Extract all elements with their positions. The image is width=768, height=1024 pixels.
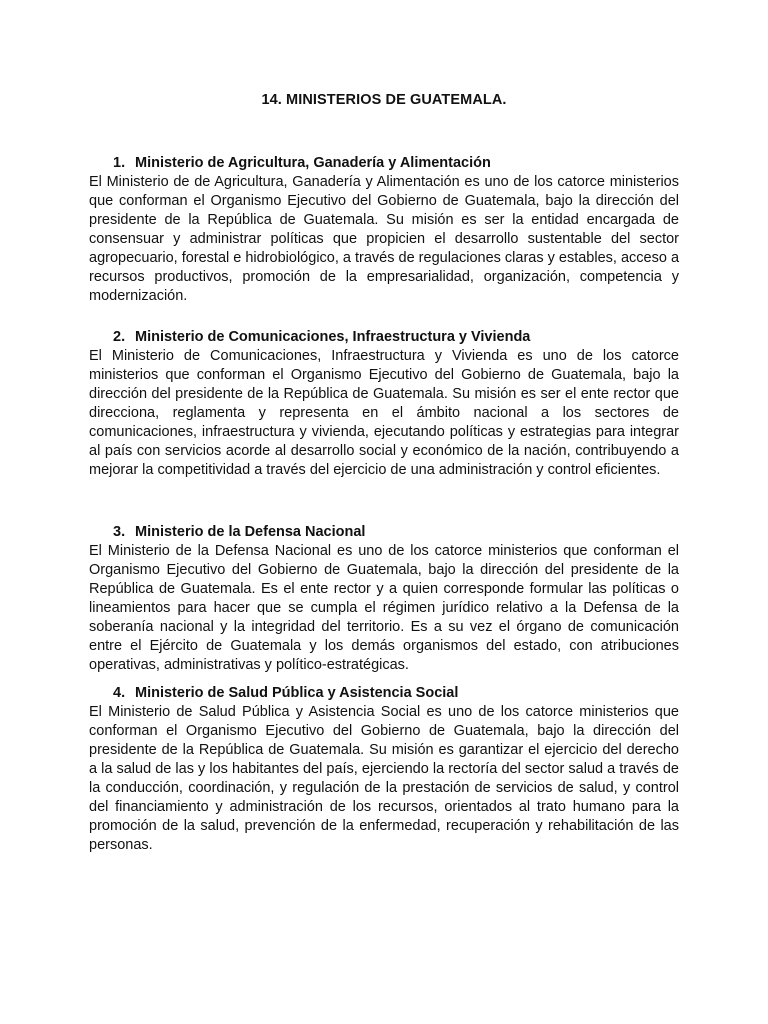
- section-body: El Ministerio de la Defensa Nacional es uno de los catorce ministerios que conforman el Organismo Ejecutivo del Gobierno de Guatemala, bajo la dirección del presidente de la República de Guatemala. Es el ente rector y a quien corresponde formular las políticas o lineamientos para hacer que se cumpla el régimen jurídico relativo a la Defensa de la soberanía nacional y la integridad del territorio. Es a su vez el órgano de comunicación entre el Ejército de Guatemala y los demás organismos del estado, con atribuciones operativas, administrativas y político-estratégicas.: [89, 543, 679, 673]
- section-heading-text: Ministerio de la Defensa Nacional: [135, 524, 366, 540]
- section-heading-text: Ministerio de Comunicaciones, Infraestructura y Vivienda: [135, 329, 531, 345]
- section-body: El Ministerio de de Agricultura, Ganadería y Alimentación es uno de los catorce ministerios que conforman el Organismo Ejecutivo del Gobierno de Guatemala, bajo la dirección del presidente de la República de Guatemala. Su misión es ser la entidad encargada de consensuar y administrar políticas que propicien el desarrollo sustentable del sector agropecuario, forestal e hidrobiológico, a través de regulaciones claras y estables, acceso a recursos productivos, promoción de la empresarialidad, organización, competencia y modernización.: [89, 174, 680, 304]
- section-number: 1.: [113, 155, 126, 171]
- section-number: 4.: [113, 685, 126, 701]
- section-number: 2.: [113, 329, 126, 345]
- section-heading: [89, 328, 679, 347]
- section-agricultura: [89, 154, 679, 306]
- section-heading-text: Ministerio de Agricultura, Ganadería y Alimentación: [135, 155, 491, 171]
- section-salud: [89, 684, 679, 855]
- section-heading: [89, 523, 679, 542]
- section-heading: [89, 684, 679, 703]
- section-defensa: [89, 523, 679, 675]
- section-body: El Ministerio de Salud Pública y Asistencia Social es uno de los catorce ministerios que conforman el Organismo Ejecutivo del Gobierno de Guatemala, bajo la dirección del presidente de la República de Guatemala. Su misión es garantizar el ejercicio del derecho a la salud de las y los habitantes del país, ejerciendo la rectoría del sector salud a través de la conducción, coordinación, y regulación de la prestación de servicios de salud, y control del financiamiento y administración de los recursos, orientados al trato humano para la promoción de la salud, prevención de la enfermedad, recuperación y rehabilitación de las personas.: [89, 704, 679, 853]
- section-body: El Ministerio de Comunicaciones, Infraestructura y Vivienda es uno de los catorce ministerios que conforman el Organismo Ejecutivo del Gobierno de Guatemala, bajo la dirección del presidente de la República de Guatemala. Su misión es ser el ente rector que direcciona, reglamenta y representa en el ámbito nacional a los sectores de comunicaciones, infraestructura y vivienda, ejecutando políticas y estrategias para integrar al país con servicios acorde al desarrollo social y económico de la nación, contribuyendo a mejorar la competitividad a través del ejercicio de una administración y control eficientes.: [89, 348, 679, 478]
- section-heading: [89, 154, 679, 173]
- document-title: 14. MINISTERIOS DE GUATEMALA.: [261, 92, 507, 108]
- section-number: 3.: [113, 524, 126, 540]
- section-comunicaciones: [89, 328, 679, 480]
- section-heading-text: Ministerio de Salud Pública y Asistencia Social: [135, 685, 459, 701]
